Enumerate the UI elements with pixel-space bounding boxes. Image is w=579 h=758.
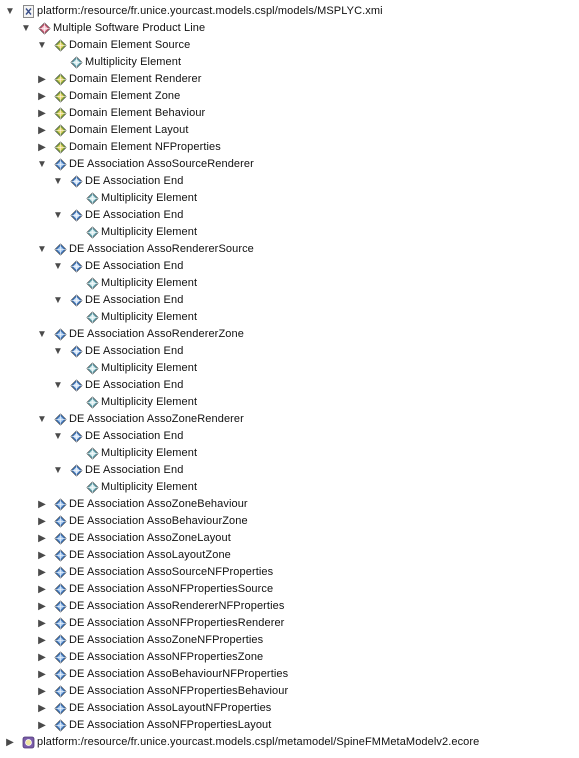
tree-row-de-association-end[interactable] (0, 462, 579, 479)
association-icon (54, 702, 67, 715)
tree-row-de-association-end[interactable] (0, 343, 579, 360)
collapsed-arrow-icon[interactable]: ▶ (38, 533, 46, 544)
collapsed-arrow-icon[interactable]: ▶ (38, 601, 46, 612)
msp-line-icon (38, 22, 51, 35)
tree-row-multiplicity-element[interactable] (0, 275, 579, 292)
association-icon (54, 668, 67, 681)
domain-element-icon (54, 90, 67, 103)
expanded-arrow-icon[interactable]: ▼ (53, 431, 63, 442)
tree-row-domain-element-source[interactable] (0, 37, 579, 54)
tree-row-domain-element-behaviour[interactable] (0, 105, 579, 122)
expanded-arrow-icon[interactable]: ▼ (53, 380, 63, 391)
collapsed-arrow-icon[interactable]: ▶ (38, 652, 46, 663)
tree-row-domain-element-layout[interactable] (0, 122, 579, 139)
tree-row-de-association-assonfpropertieslayout[interactable] (0, 717, 579, 734)
tree-row-multiplicity-element[interactable] (0, 190, 579, 207)
collapsed-arrow-icon[interactable]: ▶ (38, 618, 46, 629)
tree-row-de-association-end[interactable] (0, 292, 579, 309)
association-end-icon (70, 430, 83, 443)
tree-row-de-association-end[interactable] (0, 428, 579, 445)
collapsed-arrow-icon[interactable]: ▶ (38, 516, 46, 527)
tree-row-de-association-assobehaviournfproperties[interactable] (0, 666, 579, 683)
tree-row-multiplicity-element[interactable] (0, 309, 579, 326)
tree-item-label: DE Association AssoBehaviourZone (69, 515, 248, 527)
collapsed-arrow-icon[interactable]: ▶ (38, 686, 46, 697)
association-icon (54, 617, 67, 630)
tree-item-label: Multiplicity Element (101, 447, 198, 459)
expanded-arrow-icon[interactable]: ▼ (53, 261, 63, 272)
tree-item-label: DE Association AssoRendererSource (69, 243, 254, 255)
tree-item-label: Multiplicity Element (101, 481, 198, 493)
association-icon (54, 600, 67, 613)
association-icon (54, 566, 67, 579)
multiplicity-icon (86, 277, 99, 290)
tree-item-label: DE Association AssoSourceRenderer (69, 158, 254, 170)
tree-row-de-association-assozonebehaviour[interactable] (0, 496, 579, 513)
association-icon (54, 583, 67, 596)
expanded-arrow-icon[interactable]: ▼ (37, 244, 47, 255)
tree-row-multiple-software-product-line[interactable] (0, 20, 579, 37)
association-icon (54, 243, 67, 256)
tree-row-de-association-assorenderernfproperties[interactable] (0, 598, 579, 615)
tree-row-de-association-end[interactable] (0, 173, 579, 190)
collapsed-arrow-icon[interactable]: ▶ (38, 108, 46, 119)
multiplicity-icon (86, 362, 99, 375)
tree-item-label: Multiplicity Element (101, 192, 198, 204)
tree-item-label: DE Association End (85, 294, 184, 306)
tree-row-de-association-assorenderersource[interactable] (0, 241, 579, 258)
tree-item-label: DE Association End (85, 175, 184, 187)
expanded-arrow-icon[interactable]: ▼ (53, 295, 63, 306)
collapsed-arrow-icon[interactable]: ▶ (38, 669, 46, 680)
association-icon (54, 532, 67, 545)
tree-item-label: DE Association AssoZoneLayout (69, 532, 231, 544)
tree-row-de-association-assolayoutzone[interactable] (0, 547, 579, 564)
tree-row-de-association-assobehaviourzone[interactable] (0, 513, 579, 530)
tree-item-label: Multiplicity Element (85, 56, 182, 68)
tree-item-label: DE Association End (85, 464, 184, 476)
xmi-file-icon (22, 5, 35, 18)
multiplicity-icon (86, 396, 99, 409)
tree-item-label: DE Association AssoNFPropertiesSource (69, 583, 274, 595)
tree-row-de-association-assorendererzone[interactable] (0, 326, 579, 343)
tree-row-de-association-end[interactable] (0, 377, 579, 394)
collapsed-arrow-icon[interactable]: ▶ (38, 125, 46, 136)
tree-row-domain-element-renderer[interactable] (0, 71, 579, 88)
expanded-arrow-icon[interactable]: ▼ (53, 465, 63, 476)
collapsed-arrow-icon[interactable]: ▶ (38, 550, 46, 561)
tree-item-label: Domain Element NFProperties (69, 141, 221, 153)
association-end-icon (70, 294, 83, 307)
association-icon (54, 328, 67, 341)
tree-item-label: Domain Element Zone (69, 90, 181, 102)
tree-row-de-association-assonfpropertiesrenderer[interactable] (0, 615, 579, 632)
tree-row-de-association-end[interactable] (0, 258, 579, 275)
collapsed-arrow-icon[interactable]: ▶ (38, 142, 46, 153)
collapsed-arrow-icon[interactable]: ▶ (38, 635, 46, 646)
association-end-icon (70, 260, 83, 273)
multiplicity-icon (86, 311, 99, 324)
association-icon (54, 158, 67, 171)
association-icon (54, 498, 67, 511)
tree-item-label: platform:/resource/fr.unice.yourcast.models.cspl/metamodel/SpineFMMetaModelv2.ecore (37, 736, 480, 748)
tree-item-label: DE Association End (85, 345, 184, 357)
tree-item-label: DE Association AssoRendererZone (69, 328, 244, 340)
association-end-icon (70, 379, 83, 392)
collapsed-arrow-icon[interactable]: ▶ (38, 567, 46, 578)
tree-item-label: DE Association AssoNFPropertiesRenderer (69, 617, 285, 629)
tree-item-label: Domain Element Layout (69, 124, 189, 136)
collapsed-arrow-icon[interactable]: ▶ (38, 720, 46, 731)
tree-item-label: Domain Element Source (69, 39, 191, 51)
tree-row-domain-element-zone[interactable] (0, 88, 579, 105)
expanded-arrow-icon[interactable]: ▼ (37, 159, 47, 170)
tree-row-de-association-assonfpropertiesbehaviour[interactable] (0, 683, 579, 700)
model-tree (0, 3, 579, 751)
association-end-icon (70, 175, 83, 188)
tree-item-label: Domain Element Renderer (69, 73, 202, 85)
expanded-arrow-icon[interactable]: ▼ (53, 346, 63, 357)
collapsed-arrow-icon[interactable]: ▶ (38, 499, 46, 510)
tree-item-label: DE Association AssoLayoutZone (69, 549, 231, 561)
tree-item-label: Multiplicity Element (101, 362, 198, 374)
multiplicity-icon (86, 192, 99, 205)
collapsed-arrow-icon[interactable]: ▶ (38, 74, 46, 85)
tree-row-platform-resource-fr-unice-yourcast-mode[interactable] (0, 734, 579, 751)
tree-item-label: DE Association End (85, 260, 184, 272)
tree-item-label: Multiplicity Element (101, 396, 198, 408)
tree-item-label: DE Association End (85, 209, 184, 221)
association-icon (54, 634, 67, 647)
collapsed-arrow-icon[interactable]: ▶ (38, 91, 46, 102)
tree-row-de-association-assozonelayout[interactable] (0, 530, 579, 547)
tree-row-de-association-assozonerenderer[interactable] (0, 411, 579, 428)
tree-item-label: DE Association AssoNFPropertiesZone (69, 651, 264, 663)
tree-row-multiplicity-element[interactable] (0, 394, 579, 411)
expanded-arrow-icon[interactable]: ▼ (53, 210, 63, 221)
association-icon (54, 515, 67, 528)
association-icon (54, 651, 67, 664)
tree-item-label: DE Association AssoSourceNFProperties (69, 566, 274, 578)
domain-element-icon (54, 39, 67, 52)
tree-item-label: DE Association AssoRendererNFProperties (69, 600, 285, 612)
association-icon (54, 549, 67, 562)
domain-element-icon (54, 73, 67, 86)
tree-item-label: Multiple Software Product Line (53, 22, 206, 34)
tree-row-de-association-assonfpropertiessource[interactable] (0, 581, 579, 598)
multiplicity-icon (70, 56, 83, 69)
tree-item-label: DE Association AssoZoneBehaviour (69, 498, 248, 510)
tree-row-platform-resource-fr-unice-yourcast-mode[interactable] (0, 3, 579, 20)
domain-element-icon (54, 141, 67, 154)
tree-item-label: platform:/resource/fr.unice.yourcast.models.cspl/models/MSPLYC.xmi (37, 5, 383, 17)
association-end-icon (70, 345, 83, 358)
tree-row-de-association-assolayoutnfproperties[interactable] (0, 700, 579, 717)
tree-row-de-association-assosourcenfproperties[interactable] (0, 564, 579, 581)
multiplicity-icon (86, 447, 99, 460)
tree-item-label: Domain Element Behaviour (69, 107, 206, 119)
expanded-arrow-icon[interactable]: ▼ (21, 23, 31, 34)
collapsed-arrow-icon[interactable]: ▶ (38, 584, 46, 595)
multiplicity-icon (86, 481, 99, 494)
tree-row-de-association-assonfpropertieszone[interactable] (0, 649, 579, 666)
tree-item-label: Multiplicity Element (101, 277, 198, 289)
tree-item-label: Multiplicity Element (101, 226, 198, 238)
multiplicity-icon (86, 226, 99, 239)
expanded-arrow-icon[interactable]: ▼ (5, 6, 15, 17)
ecore-file-icon (22, 736, 35, 749)
association-icon (54, 413, 67, 426)
expanded-arrow-icon[interactable]: ▼ (53, 176, 63, 187)
expanded-arrow-icon[interactable]: ▼ (37, 414, 47, 425)
association-icon (54, 719, 67, 732)
tree-row-multiplicity-element[interactable] (0, 445, 579, 462)
collapsed-arrow-icon[interactable]: ▶ (38, 703, 46, 714)
association-end-icon (70, 209, 83, 222)
tree-item-label: DE Association AssoZoneRenderer (69, 413, 244, 425)
tree-row-de-association-assosourcerenderer[interactable] (0, 156, 579, 173)
tree-row-multiplicity-element[interactable] (0, 224, 579, 241)
expanded-arrow-icon[interactable]: ▼ (37, 329, 47, 340)
tree-item-label: DE Association AssoNFPropertiesBehaviour (69, 685, 289, 697)
tree-item-label: DE Association End (85, 379, 184, 391)
tree-item-label: Multiplicity Element (101, 311, 198, 323)
association-icon (54, 685, 67, 698)
tree-row-de-association-assozonenfproperties[interactable] (0, 632, 579, 649)
tree-item-label: DE Association AssoZoneNFProperties (69, 634, 264, 646)
association-end-icon (70, 464, 83, 477)
domain-element-icon (54, 107, 67, 120)
collapsed-arrow-icon[interactable]: ▶ (6, 737, 14, 748)
tree-row-de-association-end[interactable] (0, 207, 579, 224)
tree-item-label: DE Association End (85, 430, 184, 442)
domain-element-icon (54, 124, 67, 137)
tree-row-domain-element-nfproperties[interactable] (0, 139, 579, 156)
tree-row-multiplicity-element[interactable] (0, 360, 579, 377)
tree-item-label: DE Association AssoLayoutNFProperties (69, 702, 272, 714)
tree-item-label: DE Association AssoNFPropertiesLayout (69, 719, 272, 731)
tree-item-label: DE Association AssoBehaviourNFProperties (69, 668, 289, 680)
tree-row-multiplicity-element[interactable] (0, 479, 579, 496)
tree-row-multiplicity-element[interactable] (0, 54, 579, 71)
expanded-arrow-icon[interactable]: ▼ (37, 40, 47, 51)
